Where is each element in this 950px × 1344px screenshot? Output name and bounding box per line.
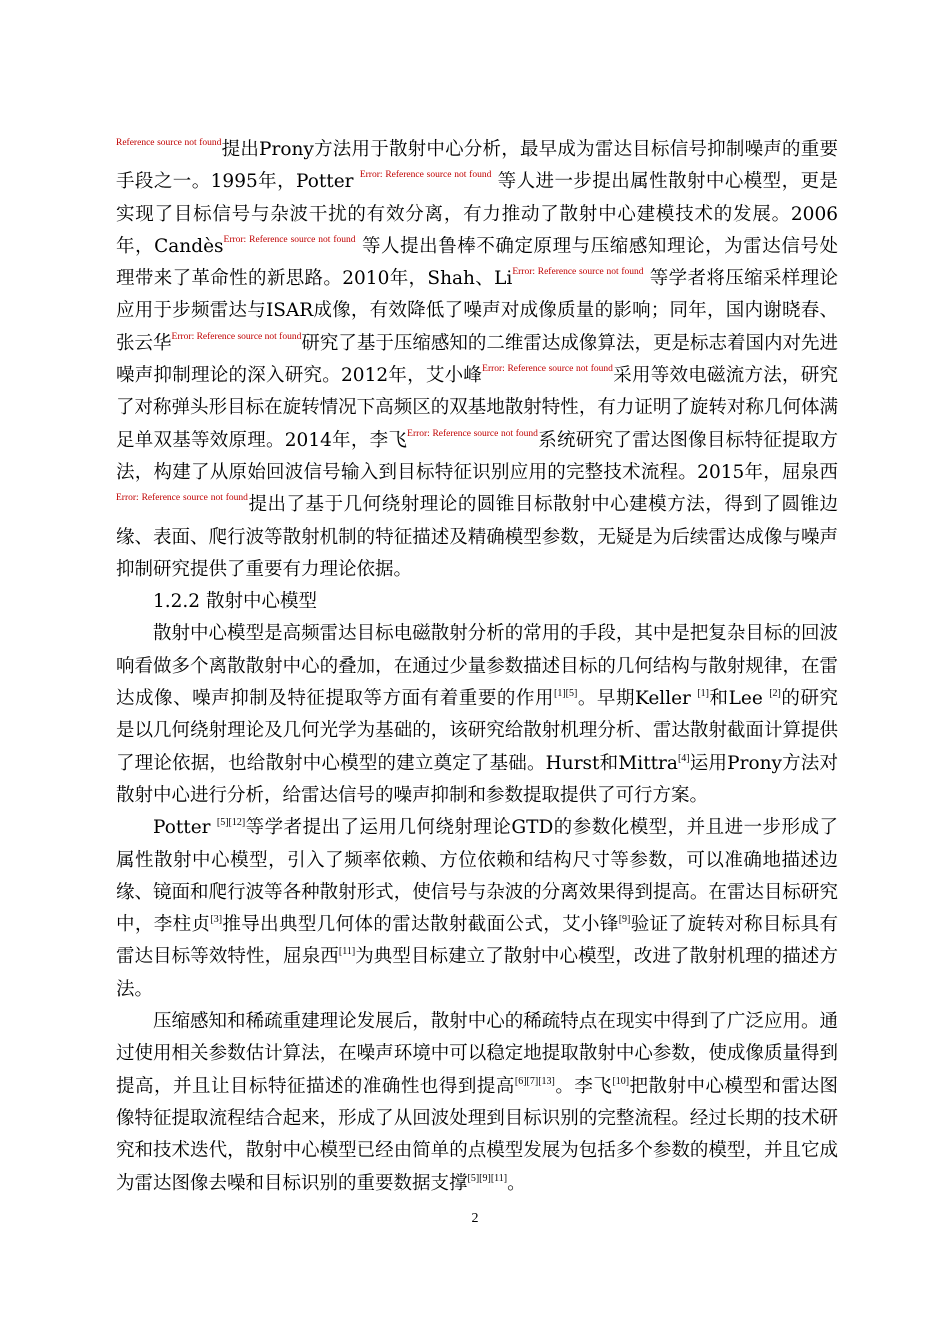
citation: [1] (697, 688, 709, 700)
paragraph-text: 等人提出鲁棒不确定原理与压缩感知理论，为雷达信号处理带来了革命性的新思路。2010年，Shah、Li (116, 235, 838, 290)
paragraph (116, 812, 838, 1006)
paragraph-text: 采用等效电磁流方法，研究了对称弹头形目标在旋转情况下高频区的双基地散射特性，有力证明了旋转对称几何体满足单双基等效原理。2014年，李飞 (116, 365, 838, 451)
paragraph-text: 为典型目标建立了散射中心模型，改进了散射机理的描述方法。 (116, 946, 838, 1000)
citation: [4] (677, 752, 690, 764)
paragraph-text: 等人进一步提出属性散射中心模型，更是实现了目标信号与杂波干扰的有效分离，有力推动了散射中心建模技术的发展。2006年，Candès (116, 171, 838, 257)
paragraph-text: 压缩感知和稀疏重建理论发展后，散射中心的稀疏特点在现实中得到了广泛应用。通过使用相关参数估计算法，在噪声环境中可以稳定地提取散射中心参数，使成像质量得到提高，并且让目标特征描述的准确性也得到提高 (116, 1011, 838, 1097)
citation: [1][5] (554, 688, 578, 700)
citation: [3] (210, 914, 223, 926)
paragraph-text: 提出Prony方法用于散射中心分析，最早成为雷达目标信号抑制噪声的重要手段之一。1995年，Potter (116, 139, 838, 193)
reference-error: Error: Reference source not found (116, 493, 248, 504)
paragraph-text: 验证了旋转对称目标具有雷达目标等效特性，屈泉西 (116, 914, 838, 968)
paragraph-text: Potter (153, 817, 217, 839)
citation: [11] (338, 946, 356, 958)
paragraph-text: 等学者提出了运用几何绕射理论GTD的参数化模型，并且进一步形成了属性散射中心模型，引入了频率依赖、方位依赖和结构尺寸等参数，可以准确地描述边缘、镜面和爬行波等各种散射形式，使信号与杂波的分离效果得到提高。在雷达目标研究中，李柱贞 (116, 817, 838, 936)
reference-error: Error: Reference source not found (359, 170, 492, 181)
section-heading: 1.2.2 散射中心模型 (153, 591, 317, 613)
paragraph-continued (116, 134, 838, 586)
paragraph-text: 。早期Keller (577, 688, 698, 710)
citation: [5][12] (216, 817, 246, 829)
paragraph-text: 系统研究了雷达图像目标特征提取方法，构建了从原始回波信号输入到目标特征识别应用的完整技术流程。2015年，屈泉西 (116, 429, 838, 483)
paragraph-text: 运用Prony方法对散射中心进行分析，给雷达信号的噪声抑制和参数提取提供了可行方案。 (116, 752, 838, 806)
paragraph (116, 1006, 838, 1200)
page-number: 2 (471, 1211, 479, 1226)
paragraph-text: 。李飞 (554, 1075, 613, 1097)
citation: [9] (618, 914, 631, 926)
reference-error: Error: Reference source not found (223, 234, 356, 245)
paragraph-text: 把散射中心模型和雷达图像特征提取流程结合起来，形成了从回波处理到目标识别的完整流程。经过长期的技术研究和技术迭代，散射中心模型已经由简单的点模型发展为包括多个参数的模型，并且它成为雷达图像去噪和目标识别的重要数据支撑 (116, 1075, 838, 1194)
reference-error: Error: Reference source not found (512, 267, 644, 278)
citation: [10] (612, 1075, 630, 1087)
paragraph-text: 的研究是以几何绕射理论及几何光学为基础的，该研究给散射机理分析、雷达散射截面计算提供了理论依据，也给散射中心模型的建立奠定了基础。Hurst和Mittra (116, 688, 839, 774)
reference-error: Error: Reference source not found (482, 364, 613, 375)
reference-error: Reference source not found (116, 138, 222, 148)
paragraph-text: 。 (507, 1172, 526, 1194)
paragraph-text: 研究了基于压缩感知的二维雷达成像算法，更是标志着国内对先进噪声抑制理论的深入研究。2012年，艾小峰 (116, 332, 838, 387)
document-body (116, 134, 838, 1200)
citation: [2] (769, 688, 781, 700)
paragraph-text: 等学者将压缩采样理论应用于步频雷达与ISAR成像，有效降低了噪声对成像质量的影响；同年，国内谢晓春、张云华 (116, 268, 838, 354)
paragraph-text: 提出了基于几何绕射理论的圆锥目标散射中心建模方法，得到了圆锥边缘、表面、爬行波等散射机制的特征描述及精确模型参数，无疑是为后续雷达成像与噪声抑制研究提供了重要有力理论依据。 (116, 494, 838, 580)
paragraph (116, 618, 838, 812)
citation: [5][9][11] (467, 1172, 508, 1184)
paragraph-text: 推导出典型几何体的雷达散射截面公式，艾小锋 (222, 914, 619, 936)
citation: [6][7][13] (514, 1075, 555, 1087)
reference-error: Error: Reference source not found (407, 428, 538, 439)
paragraph-text: 和Lee (709, 688, 770, 710)
paragraph-text: 散射中心模型是高频雷达目标电磁散射分析的常用的手段，其中是把复杂目标的回波响看做多个离散散射中心的叠加，在通过少量参数描述目标的几何结构与散射规律，在雷达成像、噪声抑制及特征提取等方面有着重要的作用 (116, 623, 838, 710)
reference-error: Error: Reference source not found (171, 331, 302, 342)
